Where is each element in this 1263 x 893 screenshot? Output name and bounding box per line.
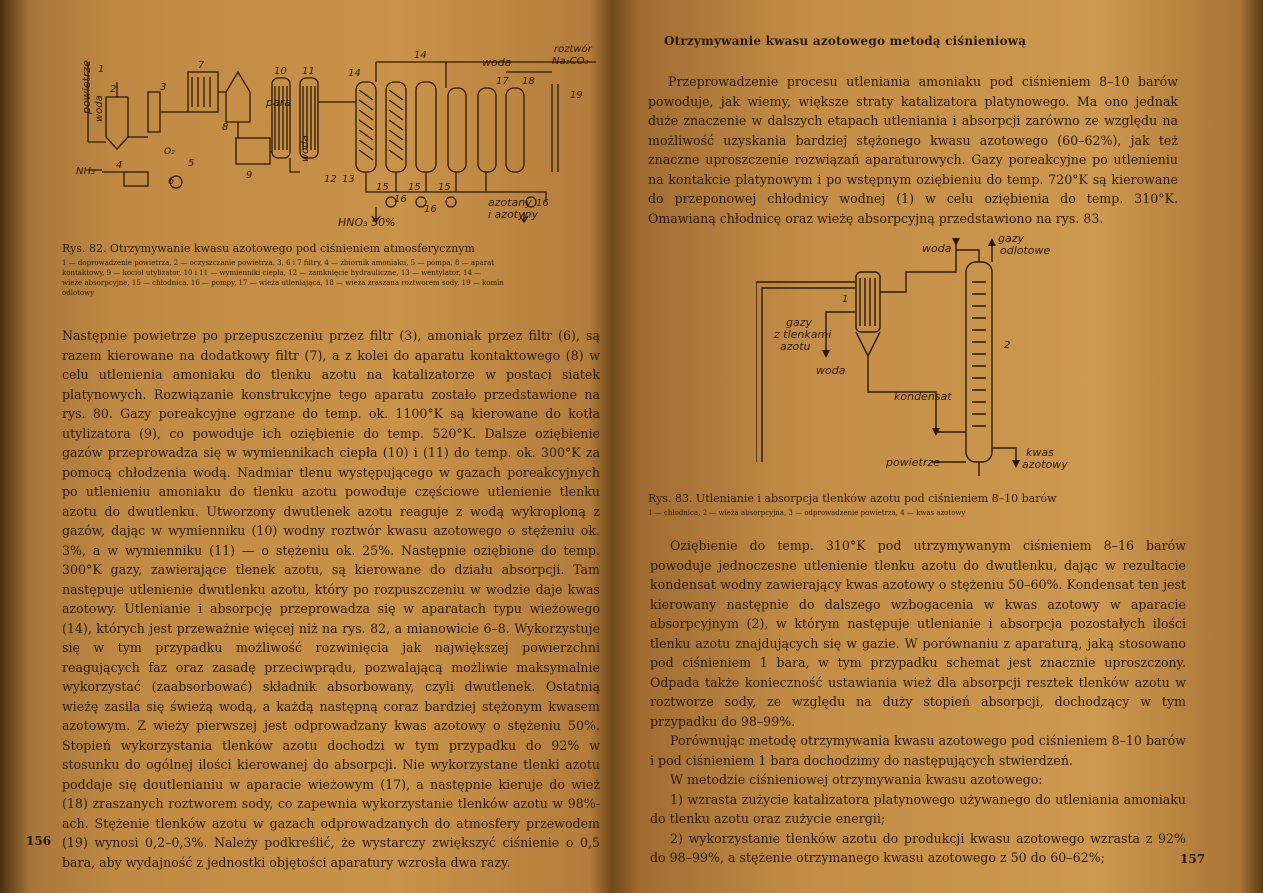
figure-82-caption: Rys. 82. Otrzymywanie kwasu azotowego pod ciśnieniem atmosferycznym	[62, 242, 475, 255]
fig83-label-gazy: gazy	[998, 232, 1025, 245]
fig82-num-1: 1	[98, 64, 105, 75]
fig82-label-woda-top: woda	[94, 95, 105, 122]
running-head: Otrzymywanie kwasu azotowego metodą ciśnieniową	[664, 34, 1027, 48]
fig83-num-2: 2	[1004, 340, 1011, 351]
fig82-num-16c: 16	[536, 198, 549, 209]
fig82-num-8: 8	[222, 122, 229, 133]
page-number-left: 156	[26, 834, 52, 848]
fig82-num-11: 11	[302, 66, 315, 77]
fig83-label-powietrze: powietrze	[886, 456, 940, 469]
fig82-num-10: 10	[274, 66, 287, 77]
fig82-num-12: 12	[324, 174, 337, 185]
figure-83-diagram	[756, 232, 1126, 482]
fig83-num-1: 1	[842, 294, 849, 305]
list-item: 2) wykorzystanie tlenków azotu do produkcji kwasu azotowego wzrasta z 92% do 98–99%, a stężenie otrzymanego kwasu azotowego z 50 do 60–62%;	[650, 830, 1186, 865]
fig82-label-woda-mid: woda	[300, 135, 311, 162]
page-number-right: 157	[1180, 852, 1206, 866]
fig83-label-gazy-tlenki-3: azotu	[780, 340, 811, 353]
fig82-num-2: 2	[110, 84, 117, 95]
body-paragraph: Porównując metodę otrzymywania kwasu azotowego pod ciśnieniem 8–10 barów i pod ciśnieniem 1 bara dochodzimy do następujących stwierdzeń.	[650, 733, 1186, 768]
figure-82-legend	[62, 258, 602, 298]
fig82-num-4: 4	[116, 160, 123, 171]
body-paragraph: Przeprowadzenie procesu utleniania amoniaku pod ciśnieniem 8–10 barów powoduje, jak wiemy, większe straty katalizatora platynowego. Ma ono jednak duże znaczenie w dalszych etapach utleniania i absorpcji zarówno ze względu na możliwość uzyskania bardziej stężonego kwasu azotowego (60–62%), jak też znaczne uproszczenie rozwiązań aparaturowych. Gazy poreakcyjne po utlenieniu na kontakcie platynowym i po wstępnym oziębieniu do temp. 720°K są kierowane do przeponowej chłodnicy wodnej (1) w celu oziębienia do temp. 310°K. Omawianą chłodnicę oraz wieżę absorpcyjną przedstawiono na rys. 83.	[648, 74, 1178, 226]
figure-83-legend: 1 — chłodnica, 2 — wieża absorpcyjna, 3 — odprowadzenie powietrza, 4 — kwas azotowy	[648, 509, 966, 517]
fig82-num-17: 17	[496, 76, 509, 87]
fig83-label-kwas: kwas	[1026, 446, 1054, 459]
fig82-num-14a: 14	[348, 68, 361, 79]
figure-82-legend-line: wieże absorpcyjne, 15 — chłodnica, 16 — pompy, 17 — wieża utleniająca, 18 — wieża zraszana roztworem sody, 19 — komin	[62, 279, 504, 287]
fig83-label-kondensat: kondensat	[894, 390, 952, 403]
left-page	[26, 0, 600, 893]
fig82-label-woda-top-right: woda	[482, 56, 512, 69]
fig82-num-16b: 16	[424, 204, 437, 215]
right-page-body-top	[648, 72, 1178, 228]
fig83-label-gazy-tlenki-2: z tlenkami	[774, 328, 832, 341]
right-page	[640, 0, 1206, 893]
figure-82-legend-line: odlotowy	[62, 289, 95, 297]
fig83-label-woda-mid: woda	[816, 364, 846, 377]
fig82-num-7: 7	[198, 60, 205, 71]
figure-82-legend-line: 1 — doprowadzenie powietrza, 2 — oczyszczanie powietrza, 3, 6 i 7 filtry, 4 — zbiornik amoniaku, 5 — pompa, 8 — aparat	[62, 259, 495, 267]
fig83-label-gazy-tlenki-1: gazy	[786, 316, 813, 329]
fig82-num-9: 9	[246, 170, 253, 181]
figure-82-legend-line: kontaktowy, 9 — kocioł utylizator, 10 i 11 — wymienniki ciepła, 12 — zamknięcie hydrauliczne, 13 — wentylator, 14 —	[62, 269, 482, 277]
fig82-num-6: 6	[168, 176, 175, 187]
body-paragraph: Oziębienie do temp. 310°K pod utrzymywanym ciśnieniem 8–16 barów powoduje jednoczesne utlenienie tlenku azotu do dwutlenku, dając w rezultacie kondensat wodny zawierający kwas azotowy o stężeniu 50–60%. Kondensat ten jest kierowany następnie do dalszego wzbogacenia w kwas azotowy w aparacie absorpcyjnym (2), w którym następuje utlenianie i absorpcja pozostałych ilości tlenku azotu znajdujących się w gazie. W porównaniu z aparaturą, jaką stosowano pod ciśnieniem 1 bara, w tym przypadku schemat jest znacznie uproszczony. Odpada także konieczność ustawiania wież dla absorpcji resztek tlenków azotu w roztworze sody, ze względu na duży stopień absorpcji, dochodzący w tym przypadku do 98–99%.	[650, 538, 1186, 729]
fig82-num-15c: 15	[438, 182, 451, 193]
fig82-label-o2: O₂	[164, 147, 175, 157]
fig82-label-roztwor: roztwór	[554, 44, 592, 55]
fig82-num-16a: 16	[394, 194, 407, 205]
figure-83-caption: Rys. 83. Utlenianie i absorpcja tlenków azotu pod ciśnieniem 8–10 barów	[648, 492, 1057, 505]
fig83-label-azotowy: azotowy	[1022, 458, 1068, 471]
fig82-label-azotyny: i azotyny	[488, 208, 539, 221]
fig83-label-odlotowe: odlotowe	[1000, 244, 1051, 257]
fig83-label-woda-top: woda	[922, 242, 952, 255]
fig82-num-15a: 15	[376, 182, 389, 193]
left-page-body	[62, 326, 600, 872]
fig82-label-nh3: NH₃	[76, 166, 96, 177]
fig82-num-5: 5	[188, 158, 195, 169]
fig82-label-para: para	[266, 96, 291, 109]
fig82-label-azotany: azotany	[488, 196, 532, 209]
fig82-label-hno3: HNO₃ 50%	[338, 216, 396, 229]
body-paragraph: W metodzie ciśnieniowej otrzymywania kwasu azotowego:	[670, 772, 1043, 787]
fig82-num-14b: 14	[414, 50, 427, 61]
fig82-num-3: 3	[160, 82, 167, 93]
fig82-num-13: 13	[342, 174, 355, 185]
fig82-num-19: 19	[570, 90, 583, 101]
fig82-num-18: 18	[522, 76, 535, 87]
body-paragraph: Następnie powietrze po przepuszczeniu przez filtr (3), amoniak przez filtr (6), są razem kierowane na dodatkowy filtr (7), a z kolei do aparatu kontaktowego (8) w celu utlenienia amoniaku do tlenku azotu na katalizatorze w postaci siatek platynowych. Rozwiązanie konstrukcyjne tego aparatu zostało przedstawione na rys. 80. Gazy poreakcyjne ogrzane do temp. ok. 1100°K są kierowane do kotła utylizatora (9), co powoduje ich oziębienie do temp. 520°K. Dalsze oziębienie gazów przeprowadza się w wymiennikach ciepła (10) i (11) do temp. ok. 300°K za pomocą chłodzenia wodą. Nadmiar tlenu występującego w gazach poreakcyjnych po utlenieniu amoniaku do tlenku azotu powoduje częściowe utlenienie tlenku azotu do dwutlenku. Utworzony dwutlenek azotu reaguje z wodą wykroploną z gazów, dając w wymienniku (10) wodny roztwór kwasu azotowego o stężeniu ok. 3%, a w wymienniku (11) — o stężeniu ok. 25%. Następnie oziębione do temp. 300°K gazy, zawierające tlenek azotu, są kierowane do działu absorpcji. Tam następuje utlenienie dwutlenku azotu, który po rozpuszczeniu w wodzie daje kwas azotowy. Utlenianie i absorpcję przeprowadza się w aparatach typu wieżowego (14), których jest przeważnie więcej niż na rys. 82, a mianowicie 6–8. Wykorzystuje się w tym przypadku możliwość rozwinięcia jak największej powierzchni reagujących faz oraz zasadę przeciwprądu, pozwalającą możliwie maksymalnie wykorzystać (zaabsorbować) składnik absorbowany, czyli dwutlenek. Ostatnią wieżę zasila się świeżą wodą, a każdą następną coraz bardziej stężonym kwasem azotowym. Z wieży pierwszej jest odprowadzany kwas azotowy o stężeniu 50%. Stopień wykorzystania tlenków azotu dochodzi w tym przypadku do 92% w stosunku do ogólnej ilości kierowanej do absorpcji. Nie wykorzystane tlenki azotu poddaje się doutlenianiu w aparacie wieżowym (17), a następnie kieruje do wież (18) zraszanych roztworem sody, co zapewnia wykorzystanie tlenków azotu w 98%-ach. Stężenie tlenków azotu w gazach odprowadzanych do atmosfery przewodem (19) wynosi 0,2–0,3%. Należy podkreślić, że wystarczy zwiększyć ciśnienie o 0,5 bara, aby wydajność z jednostki objętości aparatury wzrosła dwa razy.	[62, 328, 600, 870]
fig82-label-powietrze: powietrze	[80, 60, 93, 114]
fig82-num-15b: 15	[408, 182, 421, 193]
fig82-label-na2co3: Na₂CO₃	[552, 56, 589, 67]
right-page-body-bottom	[650, 536, 1186, 868]
list-item: 1) wzrasta zużycie katalizatora platynowego używanego do utleniania amoniaku do tlenku azotu oraz zużycie energii;	[650, 791, 1186, 826]
figure-82-diagram	[76, 42, 596, 232]
